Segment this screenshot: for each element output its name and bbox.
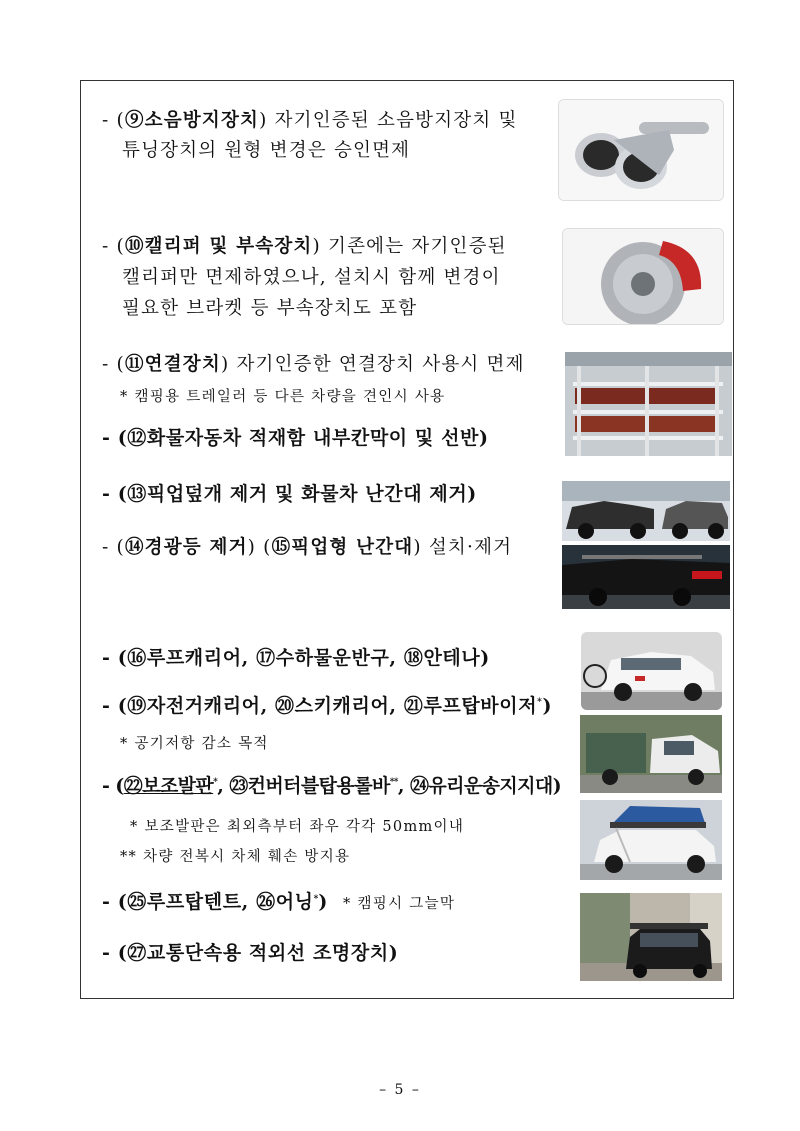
- item-25-26: - (㉕루프탑텐트, ㉖어닝*) * 캠핑시 그늘막: [102, 891, 456, 913]
- item-19-21: - (⑲자전거캐리어, ⑳스키캐리어, ㉑루프탑바이저*): [102, 695, 553, 717]
- item-11-line1: - (⑪연결장치) 자기인증한 연결장치 사용시 면제: [102, 354, 525, 375]
- bicycle-carrier-car-photo: [581, 632, 722, 710]
- item-22-note2: ** 차량 전복시 차체 훼손 방지용: [120, 849, 351, 865]
- pickup-cover-photo: [562, 481, 730, 541]
- item-10-line2: 캘리퍼만 면제하였으나, 설치시 함께 변경이: [122, 267, 501, 288]
- item-22-note1: * 보조발판은 최외측부터 좌우 각각 50mm이내: [130, 819, 465, 835]
- item-19-note: * 공기저항 감소 목적: [120, 736, 269, 752]
- item-14-15: - (⑭경광등 제거) (⑮픽업형 난간대) 설치·제거: [102, 537, 513, 558]
- page-number: – 5 –: [379, 1082, 421, 1098]
- item-22-24: - (㉒보조발판*, ㉓컨버터블탑용롤바**, ㉔유리운송지지대): [102, 775, 562, 797]
- item-12: - (⑫화물자동차 적재함 내부칸막이 및 선반): [102, 427, 489, 449]
- item-11-note: * 캠핑용 트레일러 등 다른 차량을 견인시 사용: [120, 389, 446, 405]
- cargo-shelf-photo: [565, 352, 732, 456]
- item-9-line1: - (⑨소음방지장치) 자기인증된 소음방지장치 및: [102, 110, 518, 131]
- item-27: - (㉗교통단속용 적외선 조명장치): [102, 942, 399, 964]
- item-9-line2: 튜닝장치의 원형 변경은 승인면제: [122, 140, 411, 161]
- suv-street-photo: [580, 893, 722, 981]
- pickup-rail-photo: [562, 545, 730, 609]
- item-13: - (⑬픽업덮개 제거 및 화물차 난간대 제거): [102, 483, 477, 505]
- item-10-line1: - (⑩캘리퍼 및 부속장치) 기존에는 자기인증된: [102, 236, 507, 257]
- brake-caliper-photo: [562, 228, 724, 325]
- rooftop-tent-suv-photo: [580, 800, 722, 880]
- glass-transport-truck-photo: [580, 715, 722, 793]
- item-16-18: - (⑯루프캐리어, ⑰수하물운반구, ⑱안테나): [102, 647, 490, 669]
- exhaust-muffler-photo: [558, 99, 724, 201]
- item-10-line3: 필요한 브라켓 등 부속장치도 포함: [122, 298, 418, 319]
